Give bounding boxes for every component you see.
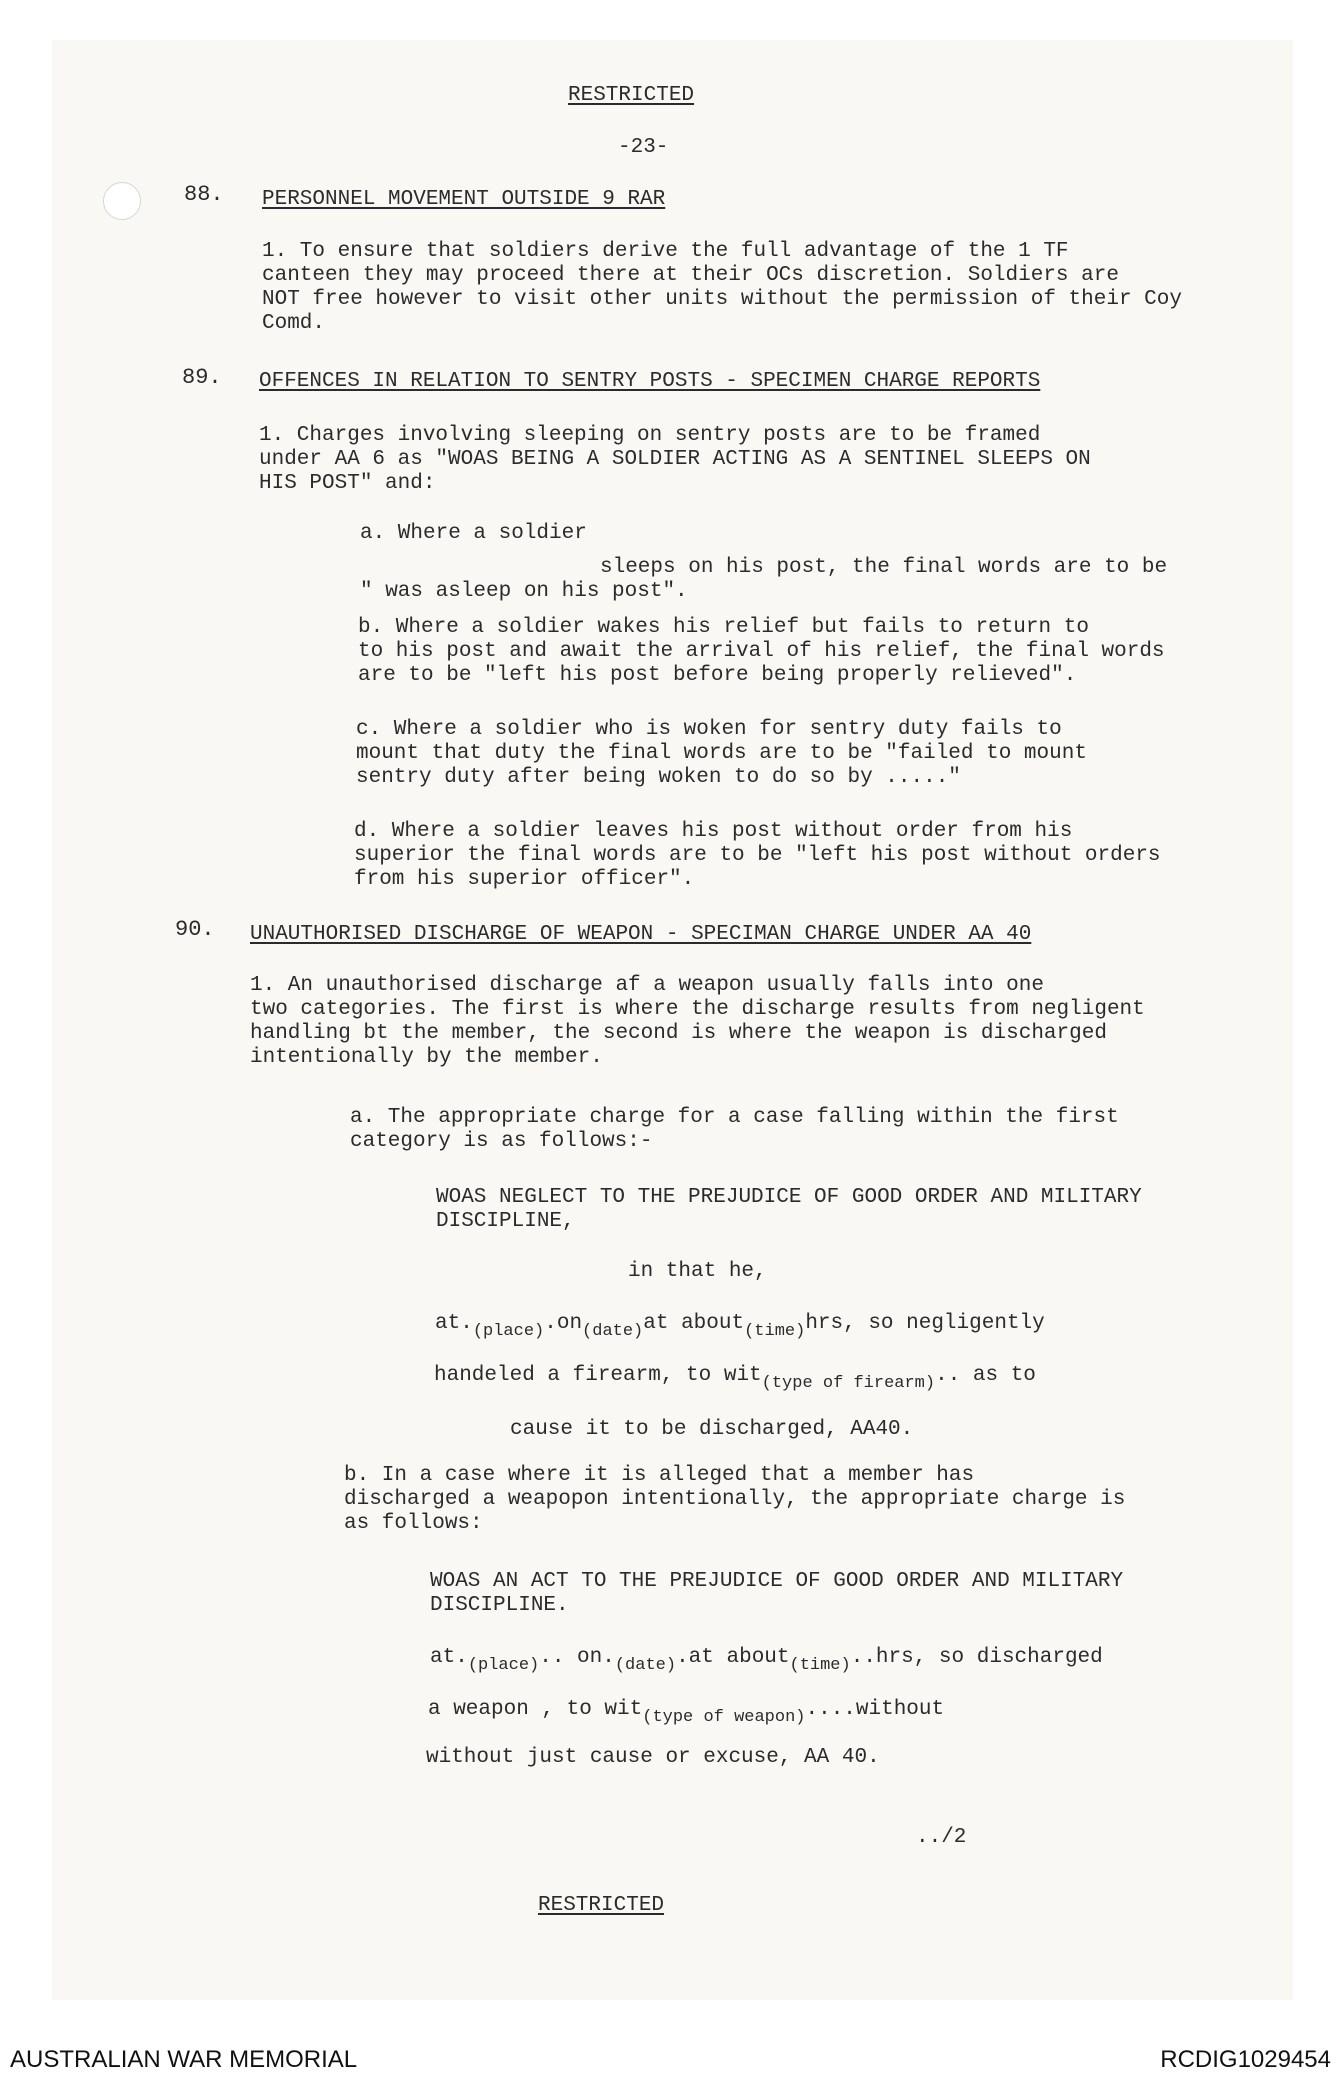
section-88-para-line: 1. To ensure that soldiers derive the full advantage of the 1 TF bbox=[262, 240, 1069, 263]
charge-a-line-2 bbox=[434, 1364, 1036, 1393]
text: .. on. bbox=[539, 1646, 615, 1669]
item-d-line: superior the final words are to be "left his post without orders bbox=[354, 844, 1161, 867]
item-b-line: to his post and await the arrival of his relief, the final words bbox=[358, 640, 1165, 663]
text: ....without bbox=[805, 1698, 945, 1721]
text: at. bbox=[430, 1646, 468, 1669]
blank-date: (date) bbox=[614, 1656, 677, 1675]
blank-place: (place) bbox=[467, 1656, 540, 1675]
blank-time: (time) bbox=[789, 1656, 851, 1675]
item-c-line: mount that duty the final words are to be "failed to mount bbox=[356, 742, 1087, 765]
item-c-line: sentry duty after being woken to do so by ....." bbox=[356, 766, 961, 789]
text: .on bbox=[544, 1312, 583, 1335]
punch-hole bbox=[103, 182, 141, 220]
charge-a-in-that: in that he, bbox=[628, 1260, 767, 1283]
charge-b-line-3: without just cause or excuse, AA 40. bbox=[426, 1746, 880, 1769]
footer-classification: RESTRICTED bbox=[538, 1894, 665, 1917]
section-90-para-line: 1. An unauthorised discharge af a weapon usually falls into one bbox=[250, 974, 1044, 997]
sub-b-line: as follows: bbox=[344, 1512, 483, 1535]
text: handeled a firearm, to wit bbox=[434, 1364, 762, 1387]
section-90-title: UNAUTHORISED DISCHARGE OF WEAPON - SPECIMAN CHARGE UNDER AA 40 bbox=[250, 923, 1032, 946]
charge-a-line: DISCIPLINE, bbox=[436, 1210, 575, 1233]
blank-place: (place) bbox=[472, 1322, 545, 1341]
text: hrs, so negligently bbox=[805, 1312, 1045, 1335]
charge-a-line-1 bbox=[435, 1312, 1045, 1341]
text: at about bbox=[643, 1312, 745, 1335]
section-90-para-line: intentionally by the member. bbox=[250, 1046, 603, 1069]
text: .. as to bbox=[935, 1364, 1036, 1387]
sub-a-line: a. The appropriate charge for a case falling within the first bbox=[350, 1106, 1119, 1129]
section-90-para-line: handling bt the member, the second is where the weapon is discharged bbox=[250, 1022, 1107, 1045]
blank-time: (time) bbox=[744, 1322, 806, 1341]
item-d-line: from his superior officer". bbox=[354, 868, 695, 891]
section-89-para-line: HIS POST" and: bbox=[259, 472, 436, 495]
item-a-line: sleeps on his post, the final words are to be bbox=[600, 556, 1168, 579]
blank-type-of-weapon: (type of weapon) bbox=[642, 1708, 806, 1727]
charge-b-line-2 bbox=[428, 1698, 945, 1727]
section-88-para-line: canteen they may proceed there at their OCs discretion. Soldiers are bbox=[262, 264, 1119, 287]
item-b-line: are to be "left his post before being properly relieved". bbox=[358, 664, 1077, 687]
blank-date: (date) bbox=[582, 1322, 644, 1341]
section-88-para-line: NOT free however to visit other units without the permission of their Coy bbox=[262, 288, 1182, 311]
text: at. bbox=[435, 1312, 473, 1335]
item-c-line: c. Where a soldier who is woken for sentry duty fails to bbox=[356, 718, 1062, 741]
text: .at about bbox=[676, 1646, 790, 1669]
section-89-para-line: under AA 6 as "WOAS BEING A SOLDIER ACTING AS A SENTINEL SLEEPS ON bbox=[259, 448, 1091, 471]
section-89-para-line: 1. Charges involving sleeping on sentry posts are to be framed bbox=[259, 424, 1041, 447]
sub-b-line: b. In a case where it is alleged that a member has bbox=[344, 1464, 975, 1487]
page-number: -23- bbox=[618, 136, 669, 159]
text: ..hrs, so discharged bbox=[850, 1646, 1103, 1669]
section-89-title: OFFENCES IN RELATION TO SENTRY POSTS - SPECIMEN CHARGE REPORTS bbox=[259, 370, 1041, 393]
section-89-number: 89. bbox=[182, 365, 222, 390]
section-88-title: PERSONNEL MOVEMENT OUTSIDE 9 RAR bbox=[262, 188, 666, 211]
item-a-line: a. Where a soldier bbox=[360, 522, 587, 545]
item-b-line: b. Where a soldier wakes his relief but fails to return to bbox=[358, 616, 1089, 639]
charge-b-line: WOAS AN ACT TO THE PREJUDICE OF GOOD ORDER AND MILITARY bbox=[430, 1570, 1124, 1593]
text: a weapon , to wit bbox=[428, 1698, 643, 1721]
charge-a-line-3: cause it to be discharged, AA40. bbox=[510, 1418, 914, 1441]
section-88-number: 88. bbox=[184, 182, 224, 207]
charge-b-line: DISCIPLINE. bbox=[430, 1594, 569, 1617]
blank-type-of-firearm: (type of firearm) bbox=[761, 1374, 936, 1393]
header-classification: RESTRICTED bbox=[568, 84, 695, 107]
item-a-line: " was asleep on his post". bbox=[360, 580, 688, 603]
section-88-para-line: Comd. bbox=[262, 312, 326, 335]
continuation-marker: ../2 bbox=[916, 1826, 967, 1849]
section-90-number: 90. bbox=[175, 917, 215, 942]
item-d-line: d. Where a soldier leaves his post without order from his bbox=[354, 820, 1073, 843]
archive-footer-left: AUSTRALIAN WAR MEMORIAL bbox=[10, 2046, 358, 2073]
sub-a-line: category is as follows:- bbox=[350, 1130, 653, 1153]
section-90-para-line: two categories. The first is where the discharge results from negligent bbox=[250, 998, 1145, 1021]
charge-a-line: WOAS NEGLECT TO THE PREJUDICE OF GOOD ORDER AND MILITARY bbox=[436, 1186, 1142, 1209]
sub-b-line: discharged a weapopon intentionally, the appropriate charge is bbox=[344, 1488, 1126, 1511]
archive-footer-right: RCDIG1029454 bbox=[1160, 2046, 1331, 2073]
charge-b-line-1 bbox=[430, 1646, 1103, 1675]
